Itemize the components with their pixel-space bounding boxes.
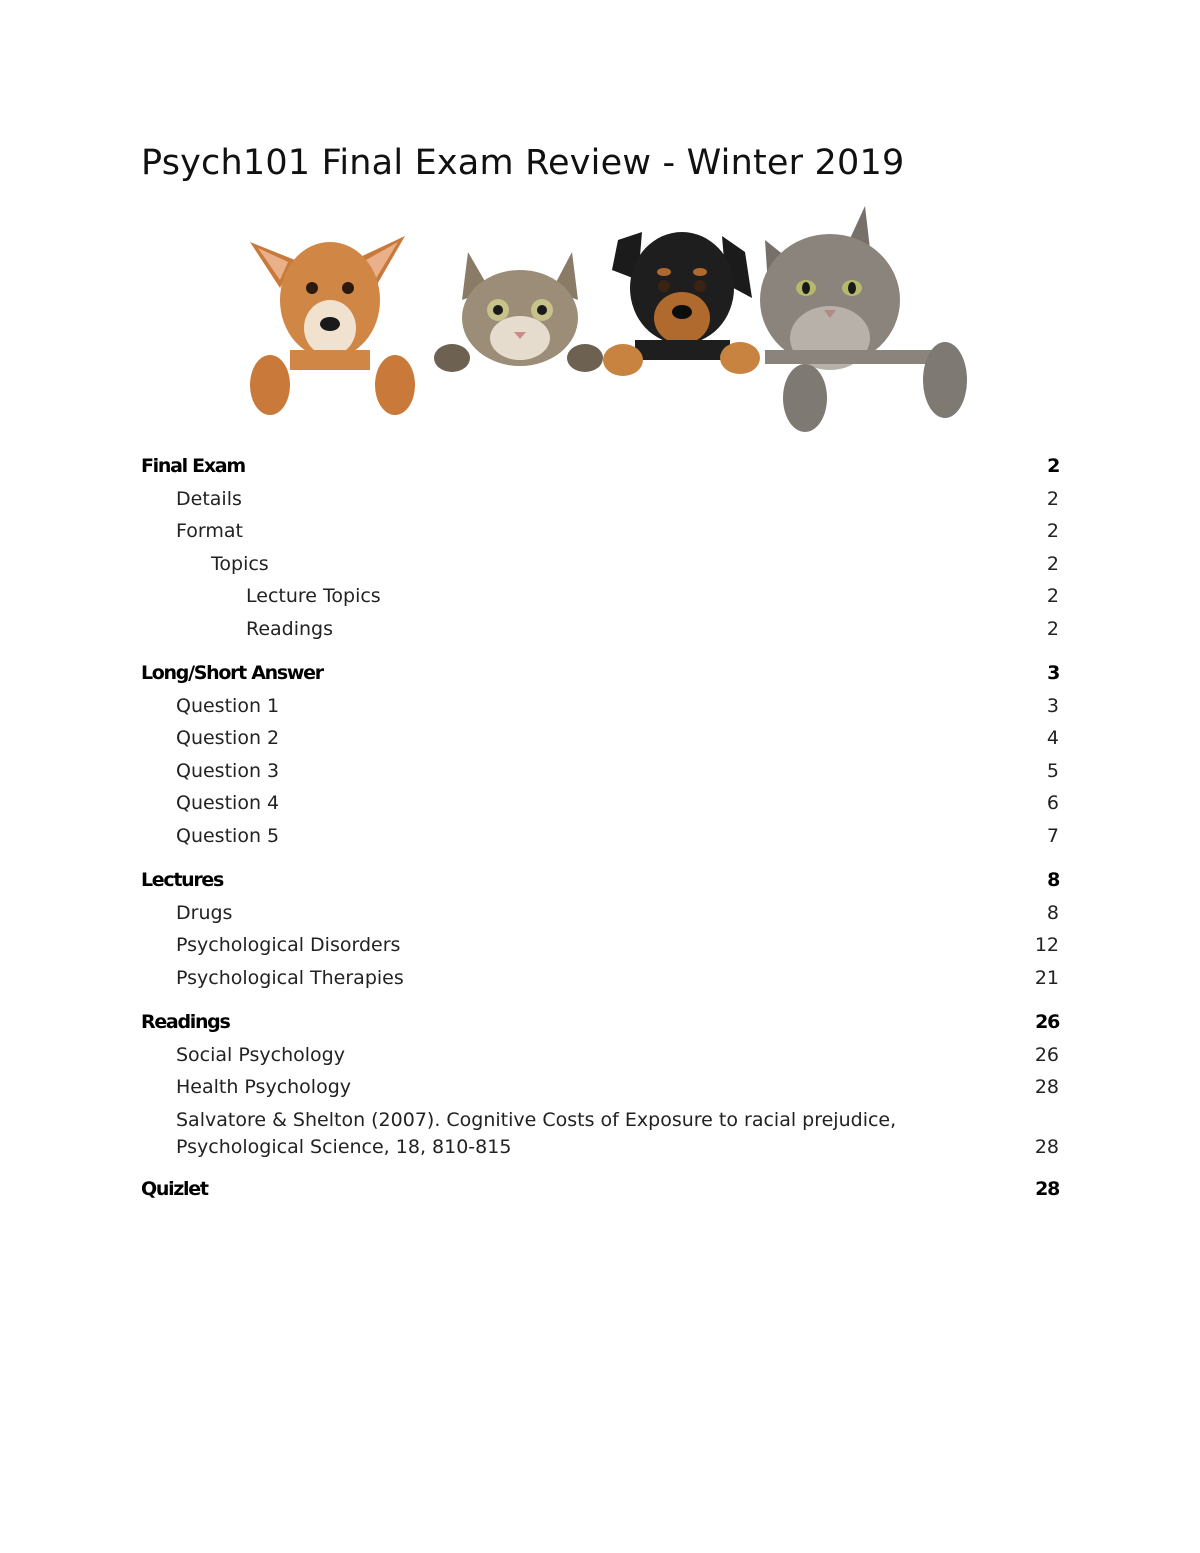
toc-entry-quizlet[interactable] — [141, 1173, 1059, 1206]
toc-entry-label: Format — [176, 520, 243, 542]
toc-entry-salvatore-shelton[interactable] — [141, 1104, 1059, 1161]
document-title: Psych101 Final Exam Review - Winter 2019 — [141, 143, 905, 183]
toc-entry-page: 8 — [1047, 869, 1059, 891]
toc-entry-page: 2 — [1046, 520, 1059, 542]
toc-entry-page: 3 — [1047, 662, 1059, 684]
pets-header-image — [240, 200, 975, 440]
toc-entry-drugs[interactable] — [141, 897, 1059, 930]
tan-dog-illustration — [250, 236, 415, 415]
toc-entry-lectures[interactable] — [141, 864, 1059, 897]
toc-entry-label: Salvatore & Shelton (2007). Cognitive Costs of Exposure to racial prejudice, Psychological Science, 18, 810-815 — [176, 1108, 897, 1158]
toc-entry-question-3[interactable] — [141, 755, 1059, 788]
toc-entry-label: Question 2 — [176, 727, 280, 749]
toc-entry-psychological-disorders[interactable] — [141, 929, 1059, 962]
toc-entry-page: 2 — [1046, 617, 1059, 640]
toc-entry-page: 2 — [1046, 552, 1059, 575]
toc-entry-page: 8 — [1046, 901, 1059, 924]
toc-entry-label: Lectures — [141, 869, 224, 891]
toc-entry-page: 4 — [1046, 727, 1059, 749]
toc-entry-label: Drugs — [176, 901, 233, 924]
toc-entry-page: 3 — [1046, 694, 1059, 717]
toc-entry-page: 12 — [1034, 934, 1059, 956]
toc-entry-readings-sub[interactable] — [141, 613, 1059, 646]
toc-entry-page: 28 — [1034, 1076, 1059, 1098]
tabby-cat-illustration — [434, 252, 603, 372]
toc-entry-long-short-answer[interactable] — [141, 657, 1059, 690]
toc-entry-page: 6 — [1046, 792, 1059, 814]
toc-entry-label: Readings — [141, 1011, 230, 1033]
grey-cat-illustration — [760, 206, 967, 432]
toc-entry-question-5[interactable] — [141, 820, 1059, 853]
toc-entry-question-4[interactable] — [141, 787, 1059, 820]
toc-entry-page: 28 — [1034, 1135, 1059, 1158]
toc-entry-label: Question 1 — [176, 694, 280, 717]
toc-entry-label: Long/Short Answer — [141, 662, 323, 684]
toc-entry-social-psychology[interactable] — [141, 1039, 1059, 1072]
toc-entry-psychological-therapies[interactable] — [141, 962, 1059, 995]
toc-entry-page: 26 — [1035, 1011, 1059, 1033]
toc-entry-page: 21 — [1034, 966, 1059, 989]
toc-entry-label: Topics — [211, 552, 269, 575]
toc-entry-page: 28 — [1035, 1177, 1059, 1200]
toc-entry-label: Final Exam — [141, 455, 245, 477]
toc-entry-label: Readings — [246, 617, 334, 640]
toc-entry-lecture-topics[interactable] — [141, 580, 1059, 613]
toc-entry-label: Health Psychology — [176, 1076, 352, 1098]
toc-entry-label: Quizlet — [141, 1177, 208, 1200]
toc-entry-question-1[interactable] — [141, 690, 1059, 723]
toc-entry-page: 2 — [1047, 455, 1059, 477]
toc-entry-health-psychology[interactable] — [141, 1071, 1059, 1104]
toc-entry-details[interactable] — [141, 483, 1059, 516]
toc-entry-topics[interactable] — [141, 548, 1059, 581]
table-of-contents — [141, 450, 1059, 1205]
toc-entry-label: Question 4 — [176, 792, 280, 814]
toc-entry-page: 2 — [1046, 487, 1059, 510]
toc-entry-final-exam[interactable] — [141, 450, 1059, 483]
black-puppy-illustration — [603, 232, 760, 376]
toc-entry-label: Question 5 — [176, 824, 280, 847]
toc-entry-question-2[interactable] — [141, 722, 1059, 755]
toc-entry-page: 7 — [1046, 824, 1059, 847]
toc-entry-label: Question 3 — [176, 759, 280, 782]
toc-entry-page: 5 — [1046, 759, 1059, 782]
toc-entry-label: Details — [176, 487, 242, 510]
toc-entry-page: 26 — [1034, 1043, 1059, 1066]
toc-entry-page: 2 — [1046, 585, 1059, 607]
toc-entry-format[interactable] — [141, 515, 1059, 548]
toc-entry-label: Social Psychology — [176, 1043, 345, 1066]
toc-entry-label: Psychological Therapies — [176, 966, 404, 989]
toc-entry-label: Psychological Disorders — [176, 934, 401, 956]
toc-entry-readings[interactable] — [141, 1006, 1059, 1039]
toc-entry-label: Lecture Topics — [246, 585, 381, 607]
